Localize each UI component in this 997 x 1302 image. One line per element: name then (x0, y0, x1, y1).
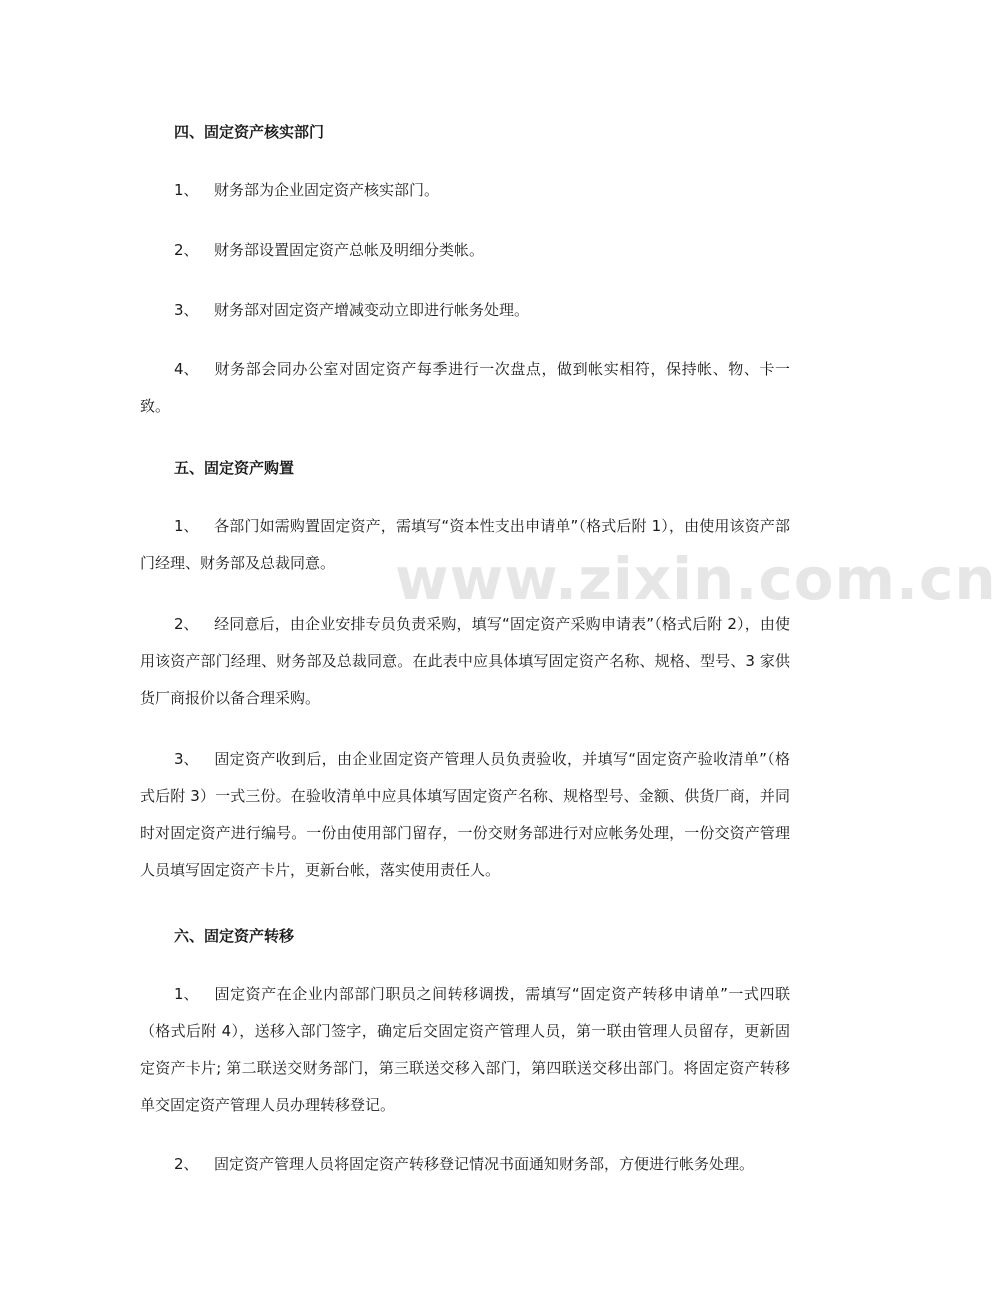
item-text: 固定资产管理人员将固定资产转移登记情况书面通知财务部，方便进行帐务处理。 (214, 1155, 755, 1173)
item-number: 1、 (174, 985, 199, 1003)
item-number: 1、 (174, 181, 199, 199)
paragraph-6-1 (140, 976, 790, 1124)
section-heading-6: 六、固定资产转移 (174, 927, 295, 945)
item-text: 各部门如需购置固定资产，需填写“资本性支出申请单”（格式后附 1），由使用该资产部门经理、财务部及总裁同意。 (140, 517, 790, 572)
paragraph-5-1 (140, 508, 790, 582)
item-text: 财务部为企业固定资产核实部门。 (214, 181, 440, 199)
item-text: 经同意后，由企业安排专员负责采购，填写“固定资产采购申请表”（格式后附 2），由使用该资产部门经理、财务部及总裁同意。在此表中应具体填写固定资产名称、规格、型号、3 家供货厂商报价以备合理采购。 (140, 615, 790, 707)
item-text: 固定资产收到后，由企业固定资产管理人员负责验收，并填写“固定资产验收清单”（格式后附 3）一式三份。在验收清单中应具体填写固定资产名称、规格型号、金额、供货厂商，并同时对固定资产进行编号。一份由使用部门留存，一份交财务部进行对应帐务处理，一份交资产管理人员填写固定资产卡片，更新台帐，落实使用责任人。 (140, 750, 790, 879)
item-text: 财务部会同办公室对固定资产每季进行一次盘点，做到帐实相符，保持帐、物、卡一致。 (140, 360, 790, 415)
item-number: 2、 (174, 615, 199, 633)
item-text: 财务部设置固定资产总帐及明细分类帐。 (214, 241, 485, 259)
paragraph-4-4 (140, 351, 790, 425)
item-number: 3、 (174, 750, 199, 768)
paragraph-4-2 (140, 232, 790, 269)
watermark: www.zixin.com.cn (395, 545, 997, 613)
item-number: 4、 (174, 360, 199, 378)
paragraph-4-3 (140, 292, 790, 329)
item-text: 固定资产在企业内部部门职员之间转移调拨，需填写“固定资产转移申请单”一式四联（格式后附 4），送移入部门签字，确定后交固定资产管理人员，第一联由管理人员留存，更新固定资产卡片; 第二联送交财务部门，第三联送交移入部门，第四联送交移出部门。将固定资产转移单交固定资产管理人员办理转移登记。 (140, 985, 790, 1114)
paragraph-5-3 (140, 741, 790, 889)
paragraph-5-2 (140, 606, 790, 717)
paragraph-6-2 (140, 1146, 790, 1183)
item-text: 财务部对固定资产增减变动立即进行帐务处理。 (214, 301, 530, 319)
item-number: 3、 (174, 301, 199, 319)
item-number: 2、 (174, 1155, 199, 1173)
section-heading-4: 四、固定资产核实部门 (174, 123, 325, 141)
item-number: 2、 (174, 241, 199, 259)
item-number: 1、 (174, 517, 199, 535)
paragraph-4-1 (140, 172, 790, 209)
section-heading-5: 五、固定资产购置 (174, 459, 295, 477)
